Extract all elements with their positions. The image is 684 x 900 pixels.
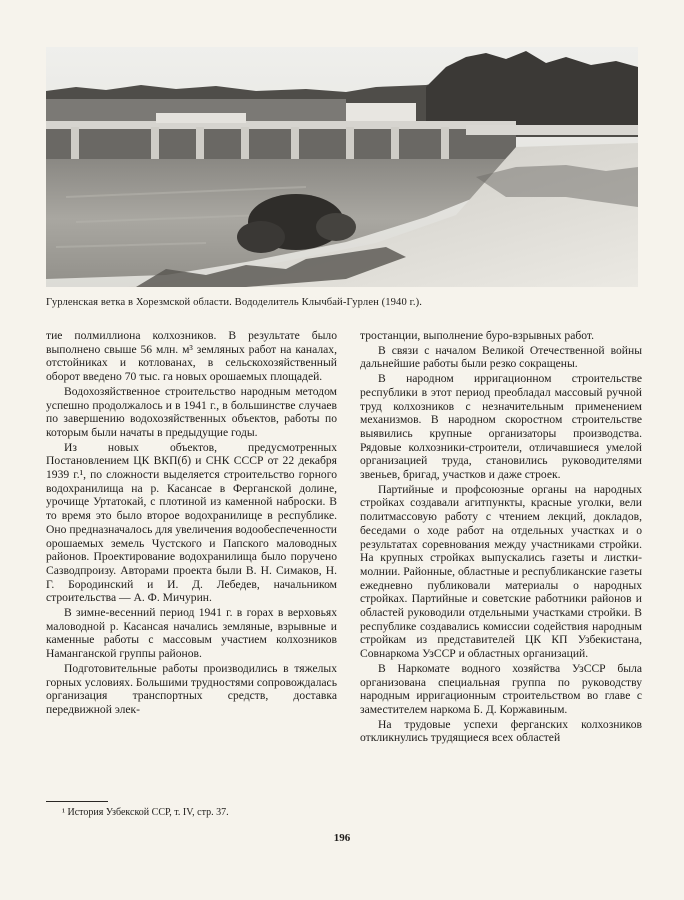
photo-headworks [46,47,638,287]
figure-caption: Гурленская ветка в Хорезмской области. Вододелитель Клычбай-Гурлен (1940 г.). [46,297,422,308]
paragraph: Партийные и профсоюзные органы на народных стройках создавали агитпункты, красные уголки, вели политмассовую работу с чтением лекций, докладов, беседами о ходе работ на отдельных участках и о результатах соревнования между участниками стройки. На крупных стройках выпускались газеты и листки-молнии. Районные, областные и республиканские газеты ежедневно публиковали материалы о народных стройках. Партийные и советские работники районов и областей руководили отдельными участками стройки. В республике создавались комиссии содействия народным стройкам из представителей ЦК КП Узбекистана, Совнаркома УзССР и областных организаций. [360,482,642,661]
footnote-divider [46,801,108,802]
footnote: ¹ История Узбекской ССР, т. IV, стр. 37. [62,807,229,818]
paragraph: Из новых объектов, предусмотренных Постановлением ЦК ВКП(б) и СНК СССР от 22 декабря 1939 г.¹, по сложности выделяется строительство горного водохранилища на р. Касансае в Ферганской долине, урочище Уртатокай, с плотиной из каменной наброски. В то время это было второе водохранилище в республике. Оно предназначалось для увеличения водообеспеченности орошаемых земель Чустского и Папского маловодных районов. Проектирование водохранилища было поручено Сазводпроизу. Авторами проекта были В. Н. Симаков, Н. Г. Бородинский и И. Д. Лебедев, начальником строительства — А. Ф. Мичурин. [46,440,337,605]
paragraph: На трудовые успехи ферганских колхозников откликнулись трудящиеся всех областей [360,717,642,745]
paragraph: Подготовительные работы производились в тяжелых горных условиях. Большими трудностями сопровождалась организация транспортных средств, доставка передвижной элек- [46,661,337,716]
paragraph: В народном ирригационном строительстве республики в этот период преобладал массовый ручной труд колхозников с незначительным применением механизмов. В народном скоростном строительстве выявились крупные организаторы производства. Рядовые колхозники-строители, отличавшиеся умелой организацией труда, становились руководителями звеньев, бригад, участков и даже строек. [360,372,642,482]
paragraph: тростанции, выполнение буро-взрывных работ. [360,329,594,342]
page-number: 196 [333,832,351,844]
paragraph: В Наркомате водного хозяйства УзССР была организована специальная группа по руководству народным ирригационным строительством во главе с заместителем наркома Б. Д. Коржавиным. [360,661,642,716]
paragraph: В связи с началом Великой Отечественной войны дальнейшие работы были резко сокращены. [360,343,642,371]
paragraph: Водохозяйственное строительство народным методом успешно продолжалось и в 1941 г., в большинстве случаев по завершению водохозяйственных объектов, работы по которым были начаты в предыдущие годы. [46,384,337,439]
left-column [46,329,337,717]
paragraph: тие полмиллиона колхозников. В результате было выполнено свыше 56 млн. м³ земляных работ на каналах, отстойниках и котлованах, в сельскохозяйственный оборот введено 70 тыс. га новых орошаемых площадей. [46,329,337,384]
right-column [360,329,642,745]
paragraph: В зимне-весенний период 1941 г. в горах в верховьях маловодной р. Касансая начались земляные, взрывные и каменные работы с массовым участием колхозников Наманганской группы районов. [46,606,337,661]
